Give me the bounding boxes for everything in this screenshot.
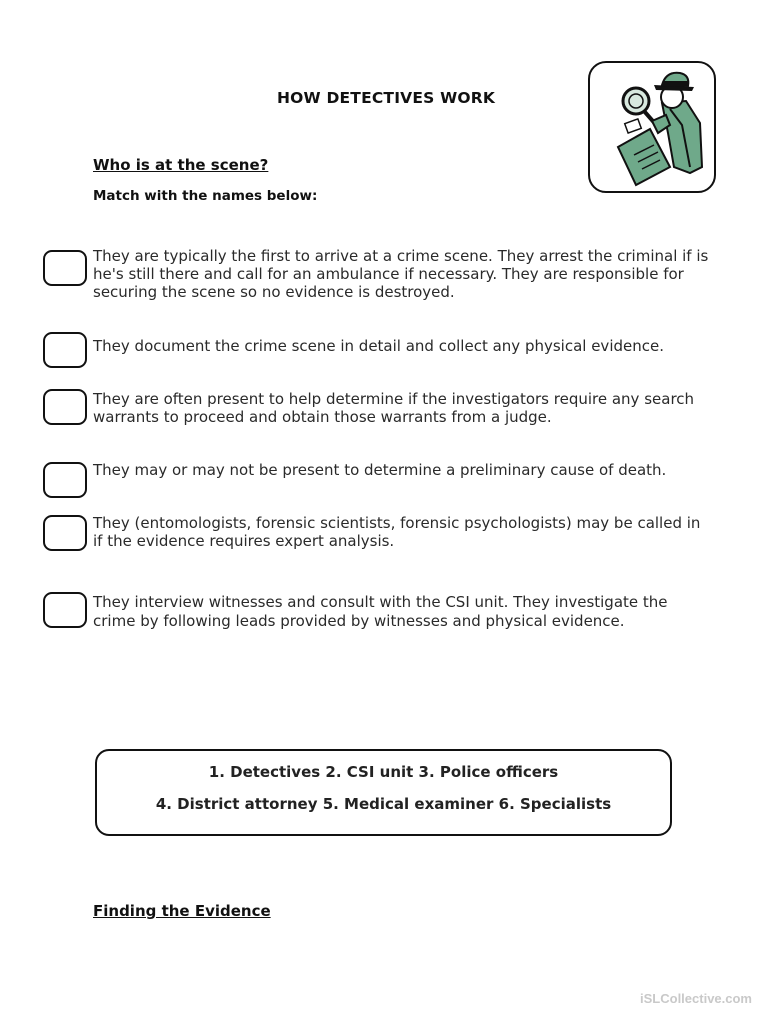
names-line-2: 4. District attorney 5. Medical examiner 6. Specialists <box>155 795 612 813</box>
watermark: iSLCollective.com <box>640 991 752 1006</box>
page-title: HOW DETECTIVES WORK <box>277 89 496 107</box>
section-heading-finding-evidence: Finding the Evidence <box>93 902 271 920</box>
names-word-bank <box>95 749 672 836</box>
answer-box-5[interactable] <box>43 515 87 551</box>
answer-box-4[interactable] <box>43 462 87 498</box>
section-heading-who-is-at-scene: Who is at the scene? <box>93 156 269 174</box>
description-item-3: They are often present to help determine if the investigators require any search warrants to proceed and obtain those warrants from a judge. <box>93 390 695 426</box>
answer-box-6[interactable] <box>43 592 87 628</box>
answer-box-2[interactable] <box>43 332 87 368</box>
description-item-5: They (entomologists, forensic scientists, forensic psychologists) may be called in if the evidence requires expert analysis. <box>93 514 701 550</box>
description-item-4: They may or may not be present to determine a preliminary cause of death. <box>93 461 667 479</box>
match-instruction: Match with the names below: <box>93 188 318 204</box>
description-item-2: They document the crime scene in detail and collect any physical evidence. <box>93 337 664 355</box>
description-item-6: They interview witnesses and consult with the CSI unit. They investigate the crime by following leads provided by witnesses and physical evidence. <box>93 593 668 630</box>
description-item-1: They are typically the first to arrive at a crime scene. They arrest the criminal if is he's still there and call for an ambulance if necessary. They are responsible for securing the scene so no evidence is destroyed. <box>93 247 709 301</box>
answer-box-1[interactable] <box>43 250 87 286</box>
names-line-1: 1. Detectives 2. CSI unit 3. Police officers <box>208 763 559 781</box>
answer-box-3[interactable] <box>43 389 87 425</box>
detective-with-magnifying-glass-icon <box>590 63 716 193</box>
detective-illustration <box>588 61 716 193</box>
